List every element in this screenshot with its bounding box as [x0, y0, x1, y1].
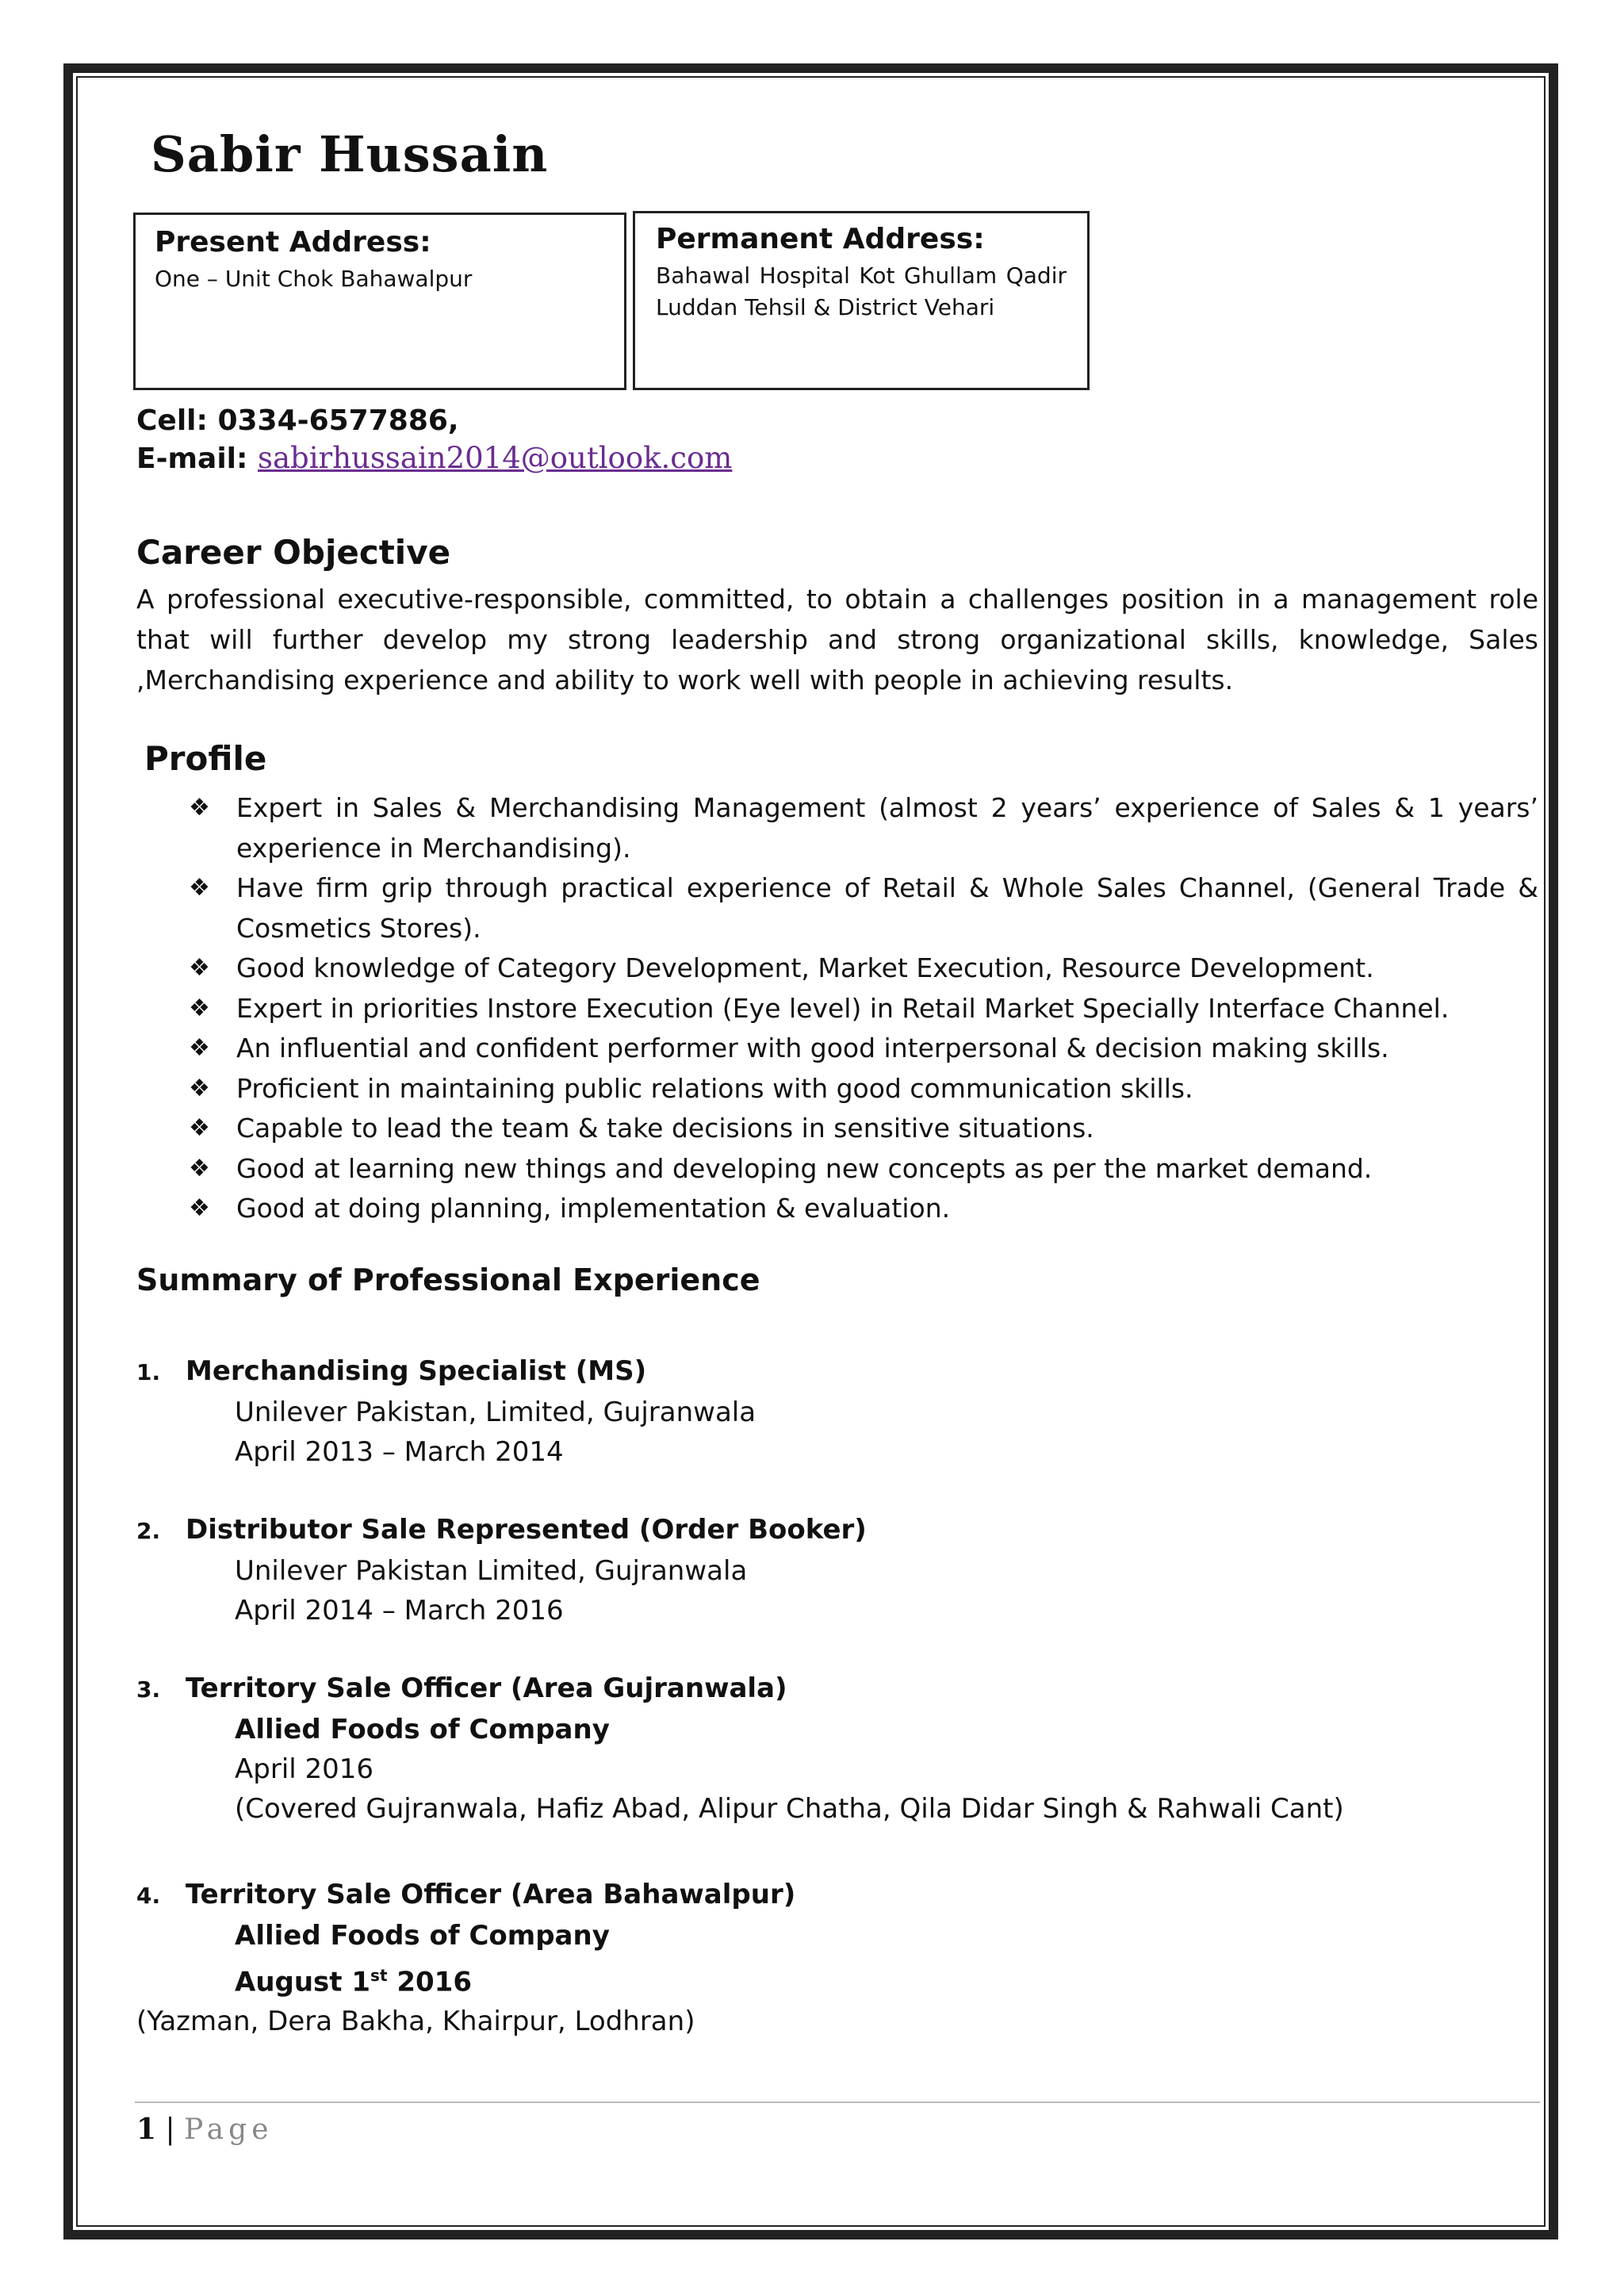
list-item: ❖ Expert in Sales & Merchandising Management (almost 2 years’ experience of Sales & 1 years’ experience in Merchandising). [189, 788, 1538, 868]
job-entry-4 [136, 1875, 1564, 2041]
job-note: (Yazman, Dera Bakha, Khairpur, Lodhran) [136, 2006, 695, 2038]
job-company: Unilever Pakistan Limited, Gujranwala [235, 1555, 748, 1587]
page-label: Page [184, 2113, 274, 2146]
list-item: ❖ Proficient in maintaining public relations with good communication skills. [189, 1069, 1538, 1109]
job-company: Unilever Pakistan, Limited, Gujranwala [235, 1397, 756, 1428]
diamond-bullet-icon: ❖ [189, 1074, 210, 1102]
career-objective-text: A professional executive-responsible, committed, to obtain a challenges position in a management role that will further develop my strong leadership and strong organizational skills, knowledge, Sales ,Merchandising experience and ability to work well with people in achieving results. [136, 584, 1538, 695]
diamond-bullet-icon: ❖ [189, 1034, 210, 1062]
candidate-name: Sabir Hussain [151, 125, 549, 183]
job-period: April 2016 [235, 1753, 374, 1785]
job-title: 1. Merchandising Specialist (MS) [136, 1355, 647, 1387]
profile-list [189, 788, 1538, 1229]
email-line [136, 441, 732, 475]
list-item: ❖ Capable to lead the team & take decisions in sensitive situations. [189, 1109, 1538, 1149]
present-address-text: One – Unit Chok Bahawalpur [155, 266, 473, 292]
diamond-bullet-icon: ❖ [189, 874, 210, 902]
profile-heading: Profile [144, 739, 267, 778]
page-number: 1 [136, 2113, 157, 2146]
job-title: 3. Territory Sale Officer (Area Gujranwala) [136, 1672, 787, 1704]
job-entry-2 [136, 1510, 1564, 1630]
diamond-bullet-icon: ❖ [189, 954, 210, 982]
diamond-bullet-icon: ❖ [189, 1194, 210, 1222]
email-link[interactable]: sabirhussain2014@outlook.com [257, 441, 733, 475]
career-objective-heading: Career Objective [136, 533, 451, 572]
email-label: E-mail: [136, 443, 248, 475]
job-company: Allied Foods of Company [235, 1920, 610, 1952]
job-period: August 1st 2016 [235, 1966, 472, 1998]
footer-separator: | [156, 2113, 185, 2146]
cell-number: Cell: 0334-6577886, [136, 404, 459, 437]
job-period: April 2013 – March 2014 [235, 1436, 564, 1468]
job-entry-3 [136, 1669, 1564, 1829]
page-footer [136, 2113, 274, 2146]
job-company: Allied Foods of Company [235, 1714, 610, 1745]
job-note: (Covered Gujranwala, Hafiz Abad, Alipur Chatha, Qila Didar Singh & Rahwali Cant) [235, 1793, 1344, 1825]
list-item: ❖ An influential and confident performer with good interpersonal & decision making skills. [189, 1029, 1538, 1069]
present-address-box [133, 213, 626, 390]
present-address-title: Present Address: [155, 226, 431, 259]
diamond-bullet-icon: ❖ [189, 1114, 210, 1142]
list-item: ❖ Good at doing planning, implementation & evaluation. [189, 1189, 1538, 1229]
diamond-bullet-icon: ❖ [189, 794, 210, 822]
list-item: ❖ Have firm grip through practical experience of Retail & Whole Sales Channel, (General Trade & Cosmetics Stores). [189, 868, 1538, 948]
job-title: 4. Territory Sale Officer (Area Bahawalpur) [136, 1879, 796, 1910]
diamond-bullet-icon: ❖ [189, 994, 210, 1022]
permanent-address-text: Bahawal Hospital Kot Ghullam Qadir Luddan Tehsil & District Vehari [656, 262, 1067, 320]
job-period: April 2014 – March 2016 [235, 1595, 564, 1626]
diamond-bullet-icon: ❖ [189, 1154, 210, 1182]
list-item: ❖ Good at learning new things and developing new concepts as per the market demand. [189, 1149, 1538, 1190]
footer-divider [135, 2102, 1540, 2103]
job-title: 2. Distributor Sale Represented (Order Booker) [136, 1514, 867, 1546]
permanent-address-title: Permanent Address: [656, 223, 985, 255]
job-entry-1 [136, 1351, 1564, 1472]
list-item: ❖ Good knowledge of Category Development, Market Execution, Resource Development. [189, 948, 1538, 989]
list-item: ❖ Expert in priorities Instore Execution (Eye level) in Retail Market Specially Interface Channel. [189, 989, 1538, 1029]
permanent-address-box [633, 211, 1090, 390]
experience-heading: Summary of Professional Experience [136, 1262, 760, 1297]
